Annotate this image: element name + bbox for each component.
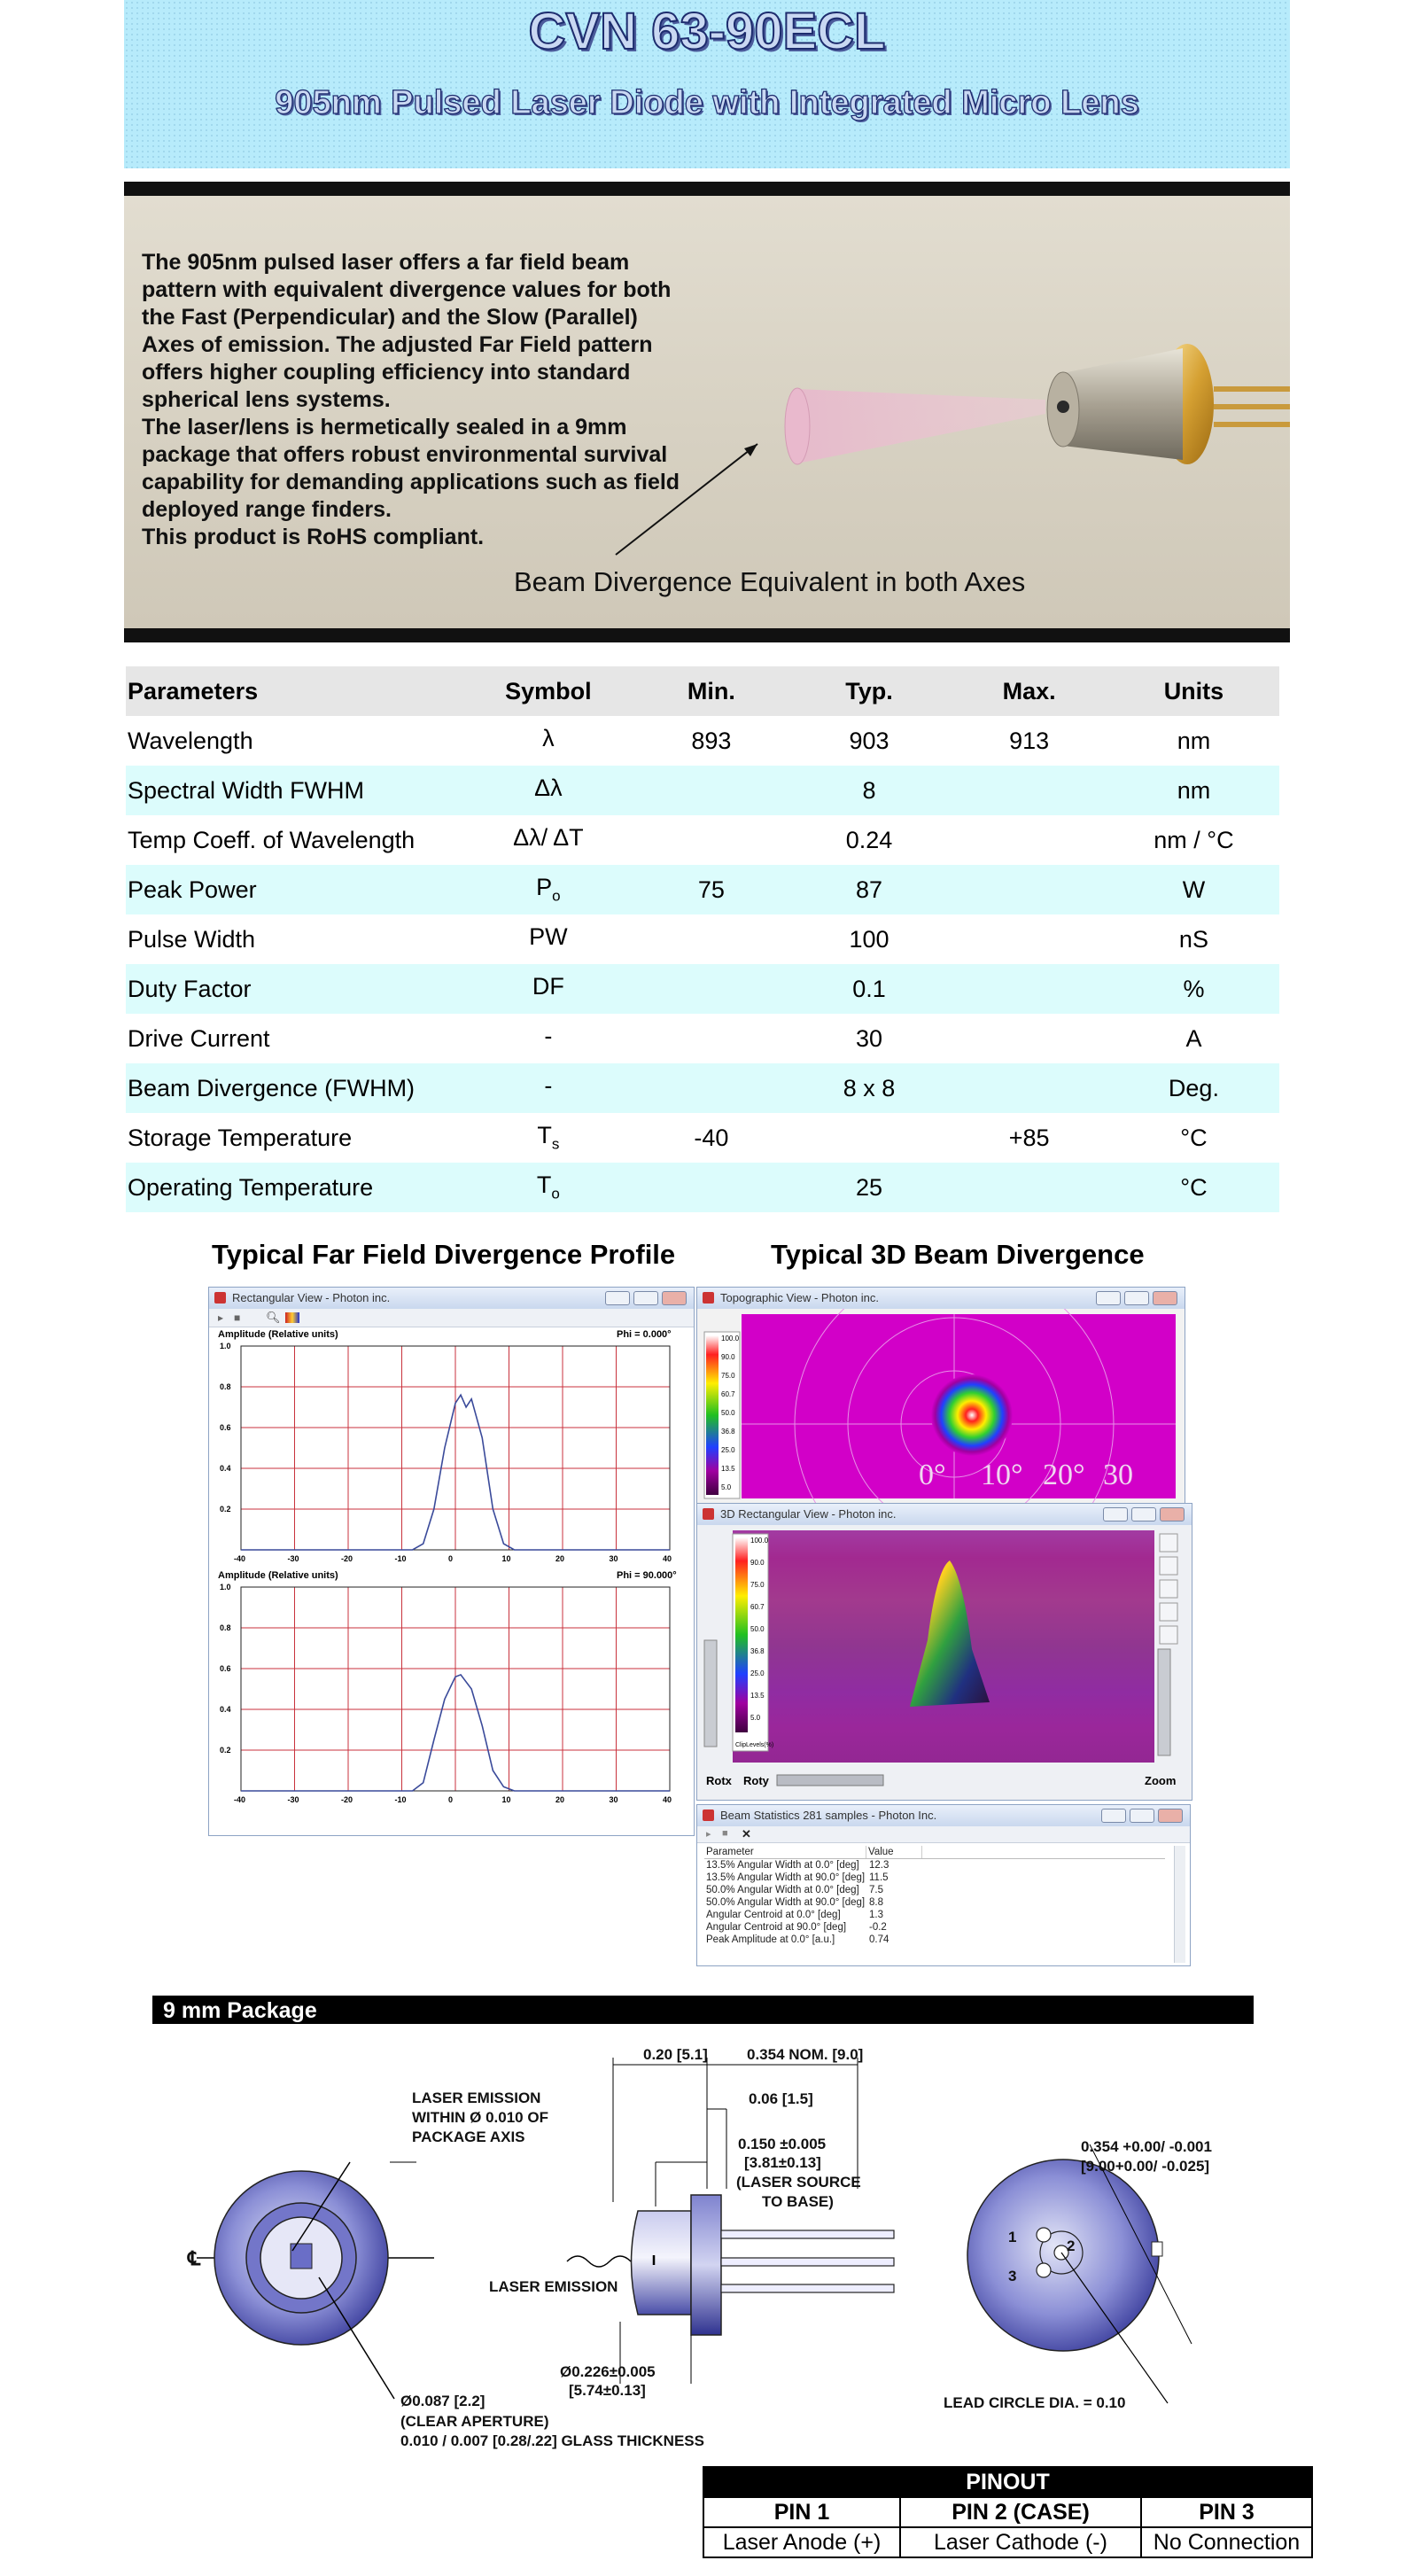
table-row [126,1063,1279,1113]
angle-label: 20° [1043,1459,1085,1491]
topographic-view-title: Topographic View - Photon inc. [720,1291,879,1304]
rect3d-plot [697,1525,1192,1800]
page-subtitle: 905nm Pulsed Laser Diode with Integrated Micro Lens [275,84,1139,121]
table-row [126,1163,1279,1212]
max-cell [950,914,1107,964]
maximize-button[interactable] [1124,1291,1149,1305]
y-tick-label: 0.6 [220,1664,231,1673]
typ-cell: 903 [849,727,889,754]
param-cell: Drive Current [128,1024,270,1052]
max-cell [950,1163,1107,1212]
symbol-text: λ [542,725,555,752]
package-section-bar [152,1996,1254,2024]
scale-label: 90.0 [721,1353,735,1361]
angle-label: 10° [981,1459,1023,1491]
beam-divergence-caption: Beam Divergence Equivalent in both Axes [514,566,1026,597]
lead-circle-note: LEAD CIRCLE DIA. = 0.10 [944,2394,1126,2411]
play-icon[interactable]: ▸ [218,1311,224,1324]
close-button[interactable] [1158,1809,1183,1823]
symbol-text: Δλ/ ΔT [513,824,584,852]
minimize-button[interactable] [1103,1507,1128,1521]
x-tick-label: -30 [287,1795,299,1804]
pin-2-header: PIN 2 (CASE) [900,2497,1141,2527]
max-cell: +85 [1008,1124,1050,1151]
far-field-profile-plots [209,1328,694,1835]
typ-cell: 0.24 [845,826,893,853]
max-cell: 913 [1009,727,1050,754]
x-tick-label: -40 [234,1795,246,1804]
scale-label: 75.0 [750,1581,765,1589]
max-cell [950,1014,1107,1063]
statistics-row [704,1859,1165,1872]
statistics-row [704,1921,1165,1934]
statistic-name: 50.0% Angular Width at 0.0° [deg] [706,1885,859,1895]
scale-label: 13.5 [721,1465,735,1473]
x-tick-label: -40 [234,1554,246,1563]
unit-cell: nm [1177,727,1211,754]
scale-label: 50.0 [721,1409,735,1417]
symbol-subscript: o [552,887,561,905]
symbol-subscript: s [551,1135,560,1153]
min-cell [634,815,788,865]
scale-label: 100.0 [721,1335,740,1342]
statistics-row [704,1896,1165,1909]
typ-cell [788,1113,951,1163]
y-tick-label: 0.2 [220,1746,231,1755]
zoom-label: Zoom [1145,1774,1177,1787]
y-tick-label: 1.0 [220,1583,231,1592]
typ-cell: 30 [855,1024,883,1052]
scale-label: 5.0 [721,1483,732,1491]
intro-paragraph-3: This product is RoHS compliant. [142,525,485,549]
amplitude-label: Amplitude (Relative units) [218,1329,338,1340]
app-icon [703,1292,714,1304]
param-cell: Beam Divergence (FWHM) [126,1063,462,1113]
pointer-icon[interactable] [1160,1534,1177,1552]
dim-step: 0.06 [1.5] [749,2090,813,2107]
pin-3-function: No Connection [1141,2527,1312,2557]
statistic-value: 7.5 [869,1885,883,1895]
min-cell: -40 [694,1124,729,1151]
pin-1-function: Laser Anode (+) [703,2527,900,2557]
emission-note-2: WITHIN Ø 0.010 OF [412,2109,548,2126]
scale-label: 60.7 [721,1390,735,1398]
symbol-cell [462,964,635,1014]
symbol-cell [462,914,635,964]
y-tick-label: 0.8 [220,1382,231,1391]
statistic-value: 0.74 [869,1934,889,1945]
pinout-title: PINOUT [703,2467,1312,2497]
dim-overall-length: 0.354 NOM. [9.0] [747,2046,864,2063]
unit-cell: °C [1180,1124,1208,1151]
symbol-text: T [537,1122,552,1149]
typ-cell: 25 [788,1163,951,1212]
app-icon [703,1809,714,1821]
beam-3d-title: Typical 3D Beam Divergence [771,1239,1145,1270]
max-cell [950,964,1107,1014]
zoom-icon[interactable]: 🔍︎ [266,1311,281,1324]
symbol-text: Δλ [534,774,563,802]
unit-cell: % [1108,964,1279,1014]
outer-diameter-1: 0.354 +0.00/ -0.001 [1081,2138,1212,2155]
header-max: Max. [950,666,1107,716]
stop-icon[interactable]: ■ [722,1828,728,1839]
x-tick-label: -10 [394,1554,407,1563]
y-tick-label: 1.0 [220,1342,231,1350]
close-button[interactable] [662,1291,687,1305]
scale-label: 36.8 [750,1647,765,1655]
header-banner [124,0,1290,168]
param-cell: Spectral Width FWHM [126,766,462,815]
max-cell [950,1063,1107,1113]
unit-cell: A [1185,1024,1202,1052]
x-tick-label: 10 [501,1795,511,1804]
statistics-row [704,1872,1165,1884]
phi-0-plot [218,1329,672,1563]
header-symbol: Symbol [462,666,635,716]
topographic-view-titlebar [697,1288,1185,1309]
symbol-text: DF [532,973,564,1000]
min-cell [634,766,788,815]
topo-color-scale [706,1335,719,1495]
x-tick-label: 0 [448,1795,454,1804]
home-icon[interactable] [1160,1603,1177,1621]
zoom-slider[interactable] [1158,1649,1170,1755]
statistics-table [704,1846,1165,1946]
angle-label: 30 [1103,1459,1133,1491]
scale-label: 50.0 [750,1625,765,1633]
minimize-button[interactable] [1096,1291,1121,1305]
roty-label: Roty [743,1774,769,1787]
param-cell: Pulse Width [128,925,256,953]
min-cell [634,1014,788,1063]
x-tick-label: 20 [555,1554,565,1563]
x-tick-label: -20 [341,1554,353,1563]
scale-label: 90.0 [750,1559,765,1567]
app-icon [703,1508,714,1520]
minimize-button[interactable] [1101,1809,1126,1823]
beam-cone [785,388,1045,464]
x-tick-label: -30 [287,1554,299,1563]
side-view [567,2058,894,2384]
statistic-name: Peak Amplitude at 0.0° [a.u.] [706,1934,835,1945]
symbol-text: - [544,1072,553,1100]
beam-spot [931,1374,1013,1456]
app-icon [214,1292,226,1304]
table-row [126,1113,1279,1163]
statistics-row [704,1909,1165,1921]
x-tick-label: 20 [555,1795,565,1804]
dim-source-1: 0.150 ±0.005 [738,2136,827,2152]
specifications-body [126,716,1279,1212]
scale-label: 25.0 [750,1669,765,1677]
symbol-cell [462,716,635,766]
close-icon[interactable]: ✕ [742,1827,751,1841]
statistic-value: 11.5 [869,1872,889,1883]
statistics-row [704,1884,1165,1896]
symbol-cell [462,1163,635,1212]
param-cell: Operating Temperature [126,1163,462,1212]
statistic-name: 13.5% Angular Width at 0.0° [deg] [706,1860,859,1871]
table-header-row [126,666,1279,716]
rect3d-view-titlebar [697,1504,1192,1525]
clip-levels-label: ClipLevels(%) [735,1742,774,1748]
dim-diameter-2: [5.74±0.13] [569,2382,646,2399]
symbol-cell [462,865,635,914]
phi-label: Phi = 0.000° [617,1329,672,1340]
x-tick-label: 10 [501,1554,511,1563]
rotx-label: Rotx [706,1774,732,1787]
statistic-name: 13.5% Angular Width at 90.0° [deg] [706,1872,866,1883]
unit-cell: °C [1108,1163,1279,1212]
min-cell [634,964,788,1014]
statistic-value: 8.8 [869,1897,883,1908]
intro-paragraph-2: The laser/lens is hermetically sealed in a 9mm package that offers robust environmental survival capability for demanding applications such as field deployed range finders. [142,415,680,522]
symbol-cell [462,1014,635,1063]
close-button[interactable] [1153,1291,1177,1305]
scale-label: 100.0 [750,1537,769,1545]
centerline-symbol: ℄ [188,2247,201,2269]
min-cell: 893 [691,727,732,754]
dim-source-4: TO BASE) [762,2193,834,2210]
laser-product-photo [124,196,1290,628]
y-tick-label: 0.4 [220,1464,231,1473]
value-column-header[interactable]: Value [866,1846,922,1858]
rear-view [967,2144,1192,2403]
left-slider[interactable] [704,1640,717,1747]
table-row [126,766,1279,815]
specifications-table [126,666,1279,1212]
unit-cell: nm / °C [1154,826,1234,853]
table-row [126,964,1279,1014]
emission-note-1: LASER EMISSION [412,2090,541,2106]
typ-cell: 87 [788,865,951,914]
maximize-button[interactable] [1130,1809,1154,1823]
symbol-cell [462,815,635,865]
header-units: Units [1108,666,1279,716]
symbol-cell [462,1113,635,1163]
rectangular-view-title: Rectangular View - Photon inc. [232,1291,391,1304]
package-mechanical-drawing [0,2029,1406,2463]
unit-cell: nS [1178,925,1208,953]
unit-cell: W [1108,865,1279,914]
help-icon[interactable] [1160,1580,1177,1598]
intro-panel [124,182,1290,642]
param-cell: Wavelength [128,727,253,754]
x-tick-label: -10 [394,1795,407,1804]
table-row [126,716,1279,766]
dim-diameter-1: Ø0.226±0.005 [560,2363,656,2380]
x-tick-label: 30 [609,1554,618,1563]
rect3d-view-window [696,1503,1192,1801]
dim-source-2: [3.81±0.13] [744,2154,821,2171]
param-cell: Temp Coeff. of Wavelength [128,826,416,853]
min-cell [634,1163,788,1212]
y-tick-label: 0.8 [220,1623,231,1632]
symbol-text: P [536,874,553,901]
typ-cell: 8 [788,766,951,815]
rotation-slider[interactable] [777,1775,883,1786]
rect3d-view-title: 3D Rectangular View - Photon inc. [720,1507,897,1521]
max-cell [950,865,1107,914]
x-tick-label: -20 [341,1795,353,1804]
play-icon[interactable]: ▸ [706,1829,711,1840]
package-section-label: 9 mm Package [163,1998,317,2023]
statistic-name: 50.0% Angular Width at 90.0° [deg] [706,1897,866,1908]
header-min: Min. [634,666,788,716]
intro-paragraph-1: The 905nm pulsed laser offers a far field beam pattern with equivalent divergence values for both the Fast (Perpendicular) and the Slow (Parallel) Axes of emission. The adjusted Far Field pattern offers higher coupling efficiency into standard spherical lens systems. [142,250,672,412]
statistics-scrollbar[interactable] [1174,1846,1185,1963]
scale-label: 5.0 [750,1714,761,1722]
rectangular-view-titlebar [209,1288,694,1309]
header-typ: Typ. [788,666,951,716]
phi-90-plot [218,1570,677,1804]
table-row [126,815,1279,865]
scale-label: 25.0 [721,1446,735,1454]
maximize-button[interactable] [633,1291,658,1305]
topographic-plot [697,1309,1185,1504]
close-button[interactable] [1160,1507,1185,1521]
y-tick-label: 0.2 [220,1505,231,1514]
page-title: CVN 63-90ECL [528,3,886,60]
statistic-value: 1.3 [869,1910,883,1920]
scale-label: 36.8 [721,1428,735,1436]
typ-cell: 8 x 8 [788,1063,951,1113]
3d-color-scale [735,1537,748,1732]
aperture-note-3: 0.010 / 0.007 [0.28/.22] GLASS THICKNESS [400,2432,704,2449]
rectangular-view-window [208,1287,695,1836]
laser-diode-can [1047,344,1290,464]
unit-cell: Deg. [1108,1063,1279,1113]
angle-label: 0° [919,1459,946,1491]
beam-statistics-titlebar [697,1805,1190,1826]
statistics-row [704,1934,1165,1946]
pin-3-label: 3 [1008,2268,1017,2284]
statistics-header-row [704,1846,1165,1859]
symbol-cell [462,766,635,815]
statistics-toolbar [697,1826,1190,1843]
max-cell [950,766,1107,815]
beam-statistics-window [696,1804,1191,1966]
minimize-button[interactable] [605,1291,630,1305]
far-field-title: Typical Far Field Divergence Profile [212,1239,676,1270]
x-tick-label: 40 [663,1795,672,1804]
scale-label: 75.0 [721,1372,735,1380]
statistic-value: -0.2 [869,1922,887,1933]
aperture-note-1: Ø0.087 [2.2] [400,2393,485,2409]
phi-label: Phi = 90.000° [617,1570,677,1581]
palette-icon[interactable] [285,1312,299,1323]
statistic-name: Angular Centroid at 90.0° [deg] [706,1922,847,1933]
dim-flange-thickness: 0.20 [5.1] [643,2046,708,2063]
aperture-note-2: (CLEAR APERTURE) [400,2413,549,2430]
parameter-column-header[interactable]: Parameter [704,1846,866,1858]
typ-cell: 100 [849,925,889,953]
param-cell: Peak Power [126,865,462,914]
x-tick-label: 40 [663,1554,672,1563]
amplitude-label: Amplitude (Relative units) [218,1570,338,1581]
x-tick-label: 30 [609,1795,618,1804]
min-cell: 75 [634,865,788,914]
stop-icon[interactable]: ■ [234,1311,241,1324]
param-cell: Storage Temperature [128,1124,353,1151]
typ-cell: 0.1 [788,964,951,1014]
hand-icon[interactable] [1160,1557,1177,1575]
scale-label: 60.7 [750,1603,765,1611]
x-tick-label: 0 [448,1554,454,1563]
symbol-text: - [544,1023,553,1050]
maximize-button[interactable] [1131,1507,1156,1521]
symbol-text: PW [529,923,568,951]
topographic-view-window [696,1287,1185,1505]
pinout-table [703,2466,1313,2558]
header-parameters: Parameters [126,666,462,716]
axes-icon[interactable] [1160,1626,1177,1644]
table-row [126,865,1279,914]
max-cell [950,815,1107,865]
symbol-cell [462,1063,635,1113]
statistic-name: Angular Centroid at 0.0° [deg] [706,1910,841,1920]
laser-emission-label: LASER EMISSION [489,2278,618,2295]
dim-source-3: (LASER SOURCE [736,2174,861,2191]
outer-diameter-2: [9.00+0.00/ -0.025] [1081,2158,1210,2175]
pin-3-header: PIN 3 [1141,2497,1312,2527]
table-row [126,1014,1279,1063]
y-tick-label: 0.6 [220,1423,231,1432]
beam-statistics-title: Beam Statistics 281 samples - Photon Inc. [720,1809,937,1822]
min-cell [634,1063,788,1113]
pin-2-function: Laser Cathode (-) [900,2527,1141,2557]
scale-label: 13.5 [750,1692,765,1700]
y-tick-label: 0.4 [220,1705,231,1714]
pin-1-header: PIN 1 [703,2497,900,2527]
beam-arrow [616,444,757,555]
symbol-text: T [536,1171,552,1199]
symbol-subscript: o [551,1185,560,1202]
rectangular-view-toolbar [209,1309,694,1327]
front-view [197,2162,434,2399]
min-cell [634,914,788,964]
unit-cell: nm [1108,766,1279,815]
pin-1-label: 1 [1008,2229,1017,2245]
pin-2-label: 2 [1067,2237,1076,2254]
param-cell: Duty Factor [126,964,462,1014]
statistic-value: 12.3 [869,1860,889,1871]
emission-note-3: PACKAGE AXIS [412,2129,525,2145]
table-row [126,914,1279,964]
